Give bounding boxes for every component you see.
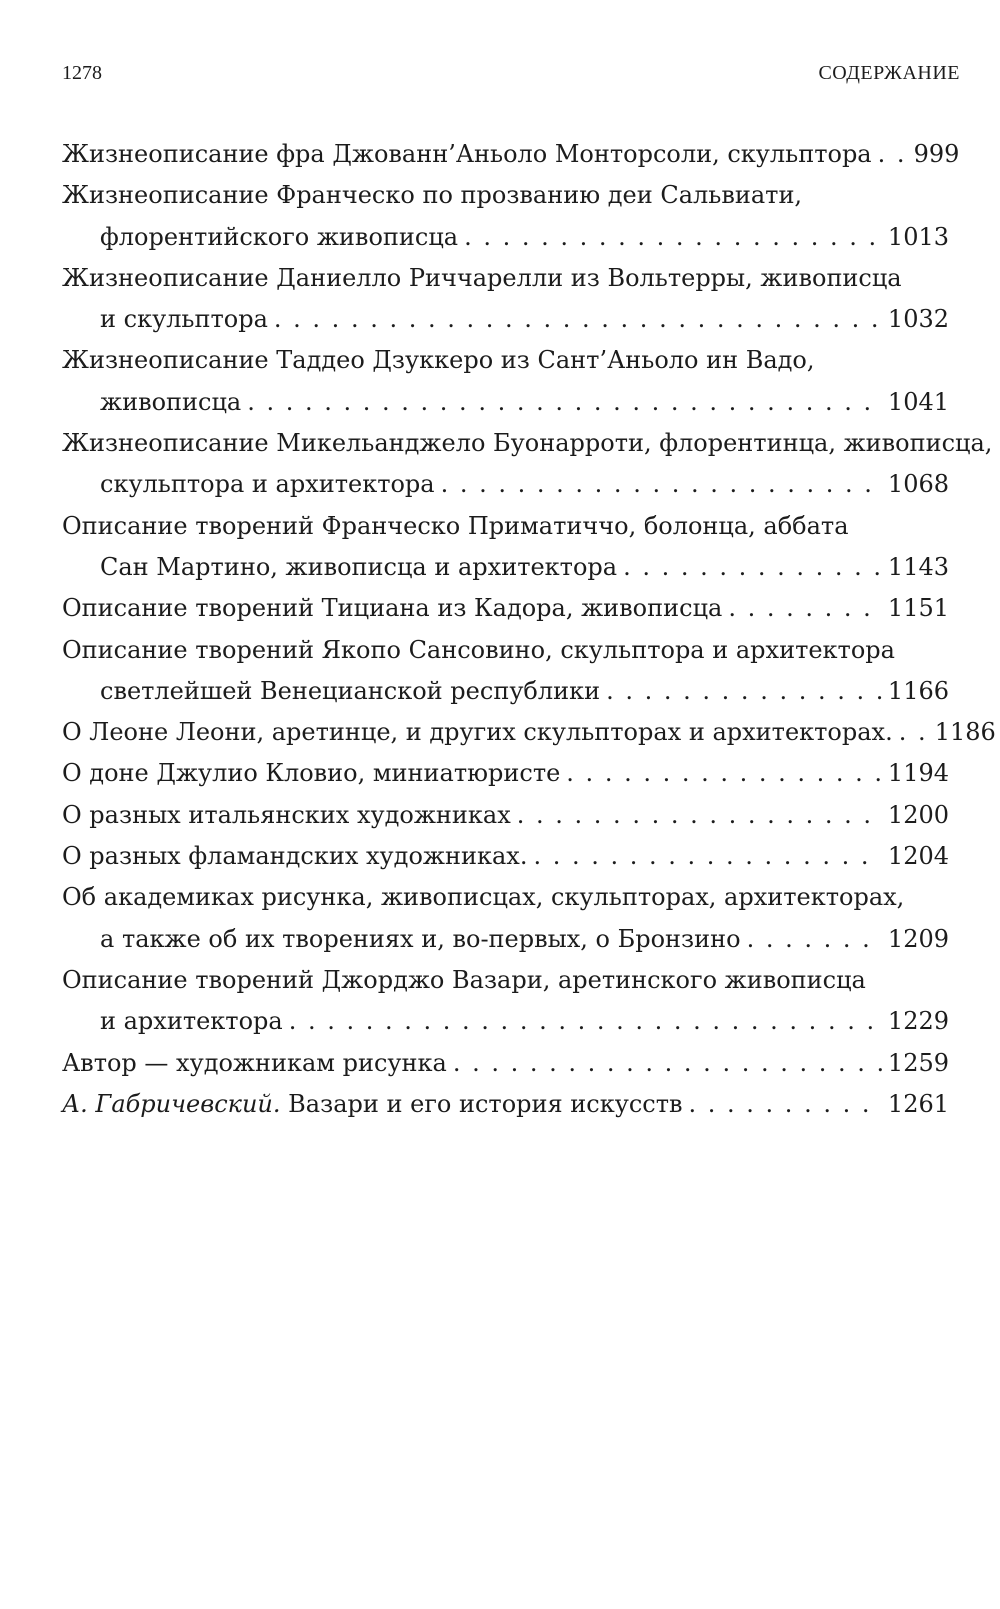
toc-entry-title: Описание творений Джорджо Вазари, аретинского живописца <box>62 965 866 994</box>
toc-entry-title: О Леоне Леони, аретинце, и других скульпторах и архитекторах. <box>62 718 893 747</box>
toc-entry-title: Об академиках рисунка, живописцах, скульпторах, архитекторах, <box>62 883 905 912</box>
toc-entry-title-cont: Сан Мартино, живописца и архитектора <box>100 552 618 581</box>
toc-entry[interactable] <box>62 753 949 794</box>
toc-entry[interactable] <box>62 423 993 506</box>
toc-entry-page: 1151 <box>887 594 949 623</box>
toc-entry-page: 1032 <box>887 305 949 334</box>
dot-leader <box>689 1084 882 1125</box>
dot-leader <box>464 217 882 258</box>
toc-entry-page: 1166 <box>887 676 949 705</box>
table-of-contents <box>62 134 996 1125</box>
toc-entry[interactable] <box>62 340 949 423</box>
toc-entry-title: О разных фламандских художниках. <box>62 842 528 871</box>
toc-entry[interactable] <box>62 258 949 341</box>
toc-entry-title: Автор — художникам рисунка <box>62 1048 447 1077</box>
toc-entry-page: 1229 <box>887 1007 949 1036</box>
toc-entry-title: Описание творений Тициана из Кадора, живописца <box>62 594 723 623</box>
toc-entry-page: 1013 <box>887 222 949 251</box>
dot-leader <box>606 671 882 712</box>
toc-entry-author: А. Габричевский. <box>62 1089 281 1118</box>
toc-entry-page: 1259 <box>887 1048 949 1077</box>
toc-entry[interactable] <box>62 506 949 589</box>
toc-entry-title-cont: скульптора и архитектора <box>100 470 435 499</box>
toc-entry-title: Вазари и его история искусств <box>288 1089 683 1118</box>
toc-entry-title: Описание творений Франческо Приматиччо, болонца, аббата <box>62 511 849 540</box>
dot-leader <box>623 547 882 588</box>
toc-entry-page: 1143 <box>887 552 949 581</box>
toc-entry[interactable] <box>62 1084 949 1125</box>
dot-leader <box>441 464 882 505</box>
dot-leader <box>878 134 908 175</box>
toc-entry-page: 1200 <box>887 800 949 829</box>
toc-entry-title-cont: светлейшей Венецианской республики <box>100 676 601 705</box>
dot-leader <box>247 382 882 423</box>
toc-entry[interactable] <box>62 1043 949 1084</box>
dot-leader <box>289 1001 882 1042</box>
toc-entry-page: 1186 <box>934 718 996 747</box>
toc-entry-page: 1068 <box>887 470 949 499</box>
dot-leader <box>747 919 882 960</box>
toc-entry[interactable] <box>62 877 949 960</box>
page-header <box>62 62 960 92</box>
toc-entry-title: Жизнеописание фра Джованн’Аньоло Монторсоли, скульптора <box>62 140 872 168</box>
toc-entry-page: 1261 <box>887 1089 949 1118</box>
toc-entry-title: О разных итальянских художниках <box>62 800 511 829</box>
toc-entry[interactable] <box>62 795 949 836</box>
toc-entry-title: Описание творений Якопо Сансовино, скульптора и архитектора <box>62 635 895 664</box>
toc-entry-title: Жизнеописание Таддео Дзуккеро из Сант’Аньоло ин Вадо, <box>62 346 815 375</box>
toc-entry[interactable] <box>62 588 949 629</box>
toc-entry[interactable] <box>62 175 949 258</box>
toc-entry-title: Жизнеописание Франческо по прозванию деи Сальвиати, <box>62 181 803 210</box>
toc-entry-title-cont: флорентийского живописца <box>100 222 459 251</box>
dot-leader <box>899 712 929 753</box>
toc-entry[interactable] <box>62 630 949 713</box>
dot-leader <box>453 1043 882 1084</box>
dot-leader <box>566 753 882 794</box>
toc-entry-title: Жизнеописание Микельанджело Буонарроти, флорентинца, живописца, <box>62 429 993 458</box>
toc-entry-title-cont: и скульптора <box>100 305 268 334</box>
toc-entry[interactable] <box>62 134 960 175</box>
toc-entry-title-cont: и архитектора <box>100 1007 283 1036</box>
toc-entry-page: 1041 <box>887 387 949 416</box>
toc-entry-title-cont: живописца <box>100 387 242 416</box>
page-number: 1278 <box>62 62 102 84</box>
running-head: СОДЕРЖАНИЕ <box>818 62 960 84</box>
toc-entry[interactable] <box>62 960 949 1043</box>
toc-entry-page: 1209 <box>887 924 949 953</box>
toc-entry-page: 999 <box>913 140 960 168</box>
toc-entry[interactable] <box>62 712 996 753</box>
dot-leader <box>274 299 882 340</box>
toc-entry-title: О доне Джулио Кловио, миниатюристе <box>62 759 561 788</box>
toc-entry-page: 1204 <box>887 842 949 871</box>
dot-leader <box>728 588 882 629</box>
toc-entry-page: 1194 <box>887 759 949 788</box>
toc-entry-title: Жизнеописание Даниелло Риччарелли из Вольтерры, живописца <box>62 263 902 292</box>
dot-leader <box>533 836 881 877</box>
dot-leader <box>517 795 882 836</box>
toc-entry[interactable] <box>62 836 949 877</box>
toc-entry-title-cont: а также об их творениях и, во-первых, о Бронзино <box>100 924 741 953</box>
